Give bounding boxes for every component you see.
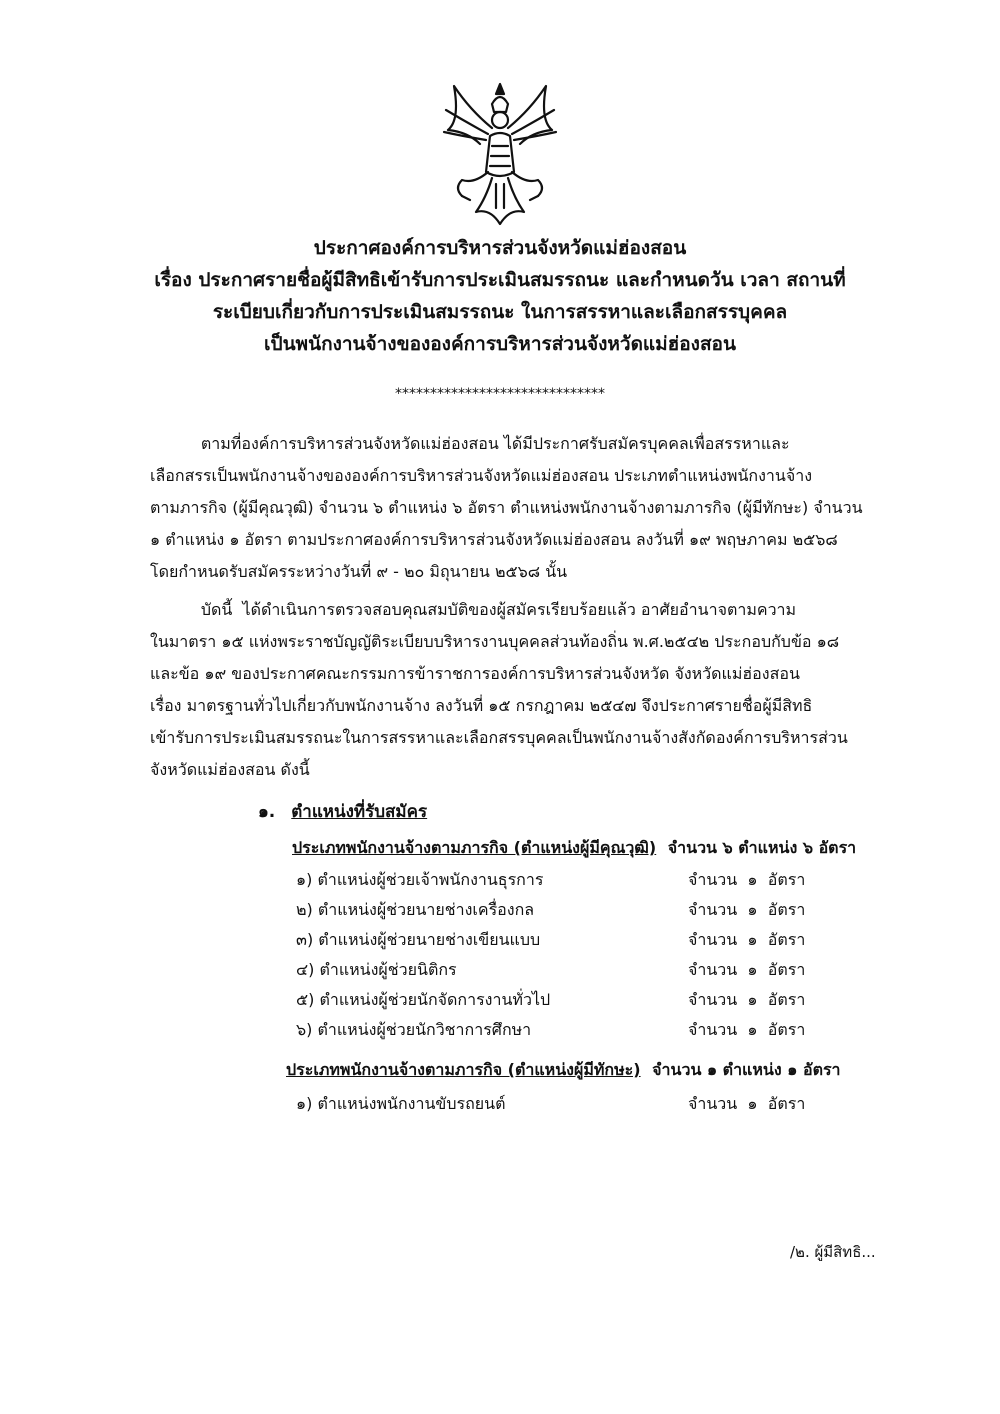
list-item bbox=[296, 958, 916, 988]
title-line: ระเบียบเกี่ยวกับการประเมินสมรรถนะ ในการสรรหาและเลือกสรรบุคคล bbox=[212, 301, 788, 323]
position-name: ๓) ตำแหน่งผู้ช่วยนายช่างเขียนแบบ bbox=[296, 930, 541, 949]
position-count: จำนวน ๑ อัตรา bbox=[688, 1094, 806, 1113]
position-count: จำนวน ๑ อัตรา bbox=[688, 900, 806, 919]
paragraph-line: จังหวัดแม่ฮ่องสอน ดังนี้ bbox=[150, 760, 310, 779]
position-name: ๕) ตำแหน่งผู้ช่วยนักจัดการงานทั่วไป bbox=[296, 990, 551, 1009]
page-continuation: /๒. ผู้มีสิทธิ... bbox=[790, 1243, 876, 1261]
paragraph-line: เลือกสรรเป็นพนักงานจ้างขององค์การบริหารส่วนจังหวัดแม่ฮ่องสอน ประเภทตำแหน่งพนักงานจ้าง bbox=[150, 466, 812, 485]
paragraph-line: ในมาตรา ๑๕ แห่งพระราชบัญญัติระเบียบบริหารงานบุคคลส่วนท้องถิ่น พ.ศ.๒๕๔๒ ประกอบกับข้อ ๑๘ bbox=[150, 632, 840, 651]
paragraph-line: บัดนี้ ได้ดำเนินการตรวจสอบคุณสมบัติของผู้สมัครเรียบร้อยแล้ว อาศัยอำนาจตามความ bbox=[150, 600, 797, 619]
position-name: ๑) ตำแหน่งผู้ช่วยเจ้าพนักงานธุรการ bbox=[296, 870, 544, 889]
garuda-emblem-icon bbox=[440, 80, 560, 230]
list-item bbox=[296, 1092, 916, 1122]
paragraph-line: และข้อ ๑๙ ของประกาศคณะกรรมการข้าราชการองค์การบริหารส่วนจังหวัด จังหวัดแม่ฮ่องสอน bbox=[150, 664, 800, 683]
separator: ****************************** bbox=[395, 386, 605, 402]
title-line: เป็นพนักงานจ้างขององค์การบริหารส่วนจังหวัดแม่ฮ่องสอน bbox=[264, 333, 736, 355]
list-item bbox=[296, 1018, 916, 1048]
title-line: ประกาศองค์การบริหารส่วนจังหวัดแม่ฮ่องสอน bbox=[313, 237, 687, 259]
position-count: จำนวน ๑ อัตรา bbox=[688, 1020, 806, 1039]
list-item bbox=[296, 928, 916, 958]
paragraph-line: เรื่อง มาตรฐานทั่วไปเกี่ยวกับพนักงานจ้าง ลงวันที่ ๑๕ กรกฎาคม ๒๕๔๗ จึงประกาศรายชื่อผู้มีสิทธิ bbox=[150, 696, 813, 715]
paragraph-line: โดยกำหนดรับสมัครระหว่างวันที่ ๙ - ๒๐ มิถุนายน ๒๕๖๘ นั้น bbox=[150, 562, 568, 581]
list-item bbox=[296, 988, 916, 1018]
position-name: ๒) ตำแหน่งผู้ช่วยนายช่างเครื่องกล bbox=[296, 900, 535, 919]
paragraph-line: ตามภารกิจ (ผู้มีคุณวุฒิ) จำนวน ๖ ตำแหน่ง ๖ อัตรา ตำแหน่งพนักงานจ้างตามภารกิจ (ผู้มีทักษะ) จำนวน bbox=[150, 498, 863, 517]
position-name: ๔) ตำแหน่งผู้ช่วยนิติกร bbox=[296, 960, 457, 979]
position-name: ๑) ตำแหน่งพนักงานขับรถยนต์ bbox=[296, 1094, 506, 1113]
position-name: ๖) ตำแหน่งผู้ช่วยนักวิชาการศึกษา bbox=[296, 1020, 532, 1039]
paragraph-line: ๑ ตำแหน่ง ๑ อัตรา ตามประกาศองค์การบริหารส่วนจังหวัดแม่ฮ่องสอน ลงวันที่ ๑๙ พฤษภาคม ๒๕๖๘ bbox=[150, 530, 838, 549]
paragraph-1 bbox=[150, 428, 920, 588]
category-heading-skilled bbox=[286, 1058, 841, 1083]
category-title: ประเภทพนักงานจ้างตามภารกิจ (ตำแหน่งผู้มีทักษะ) bbox=[286, 1060, 641, 1079]
section-number: ๑. bbox=[258, 802, 276, 822]
position-count: จำนวน ๑ อัตรา bbox=[688, 960, 806, 979]
category-summary: จำนวน ๖ ตำแหน่ง ๖ อัตรา bbox=[667, 838, 857, 857]
title-line: เรื่อง ประกาศรายชื่อผู้มีสิทธิเข้ารับการประเมินสมรรถนะ และกำหนดวัน เวลา สถานที่ bbox=[154, 269, 846, 291]
paragraph-line: ตามที่องค์การบริหารส่วนจังหวัดแม่ฮ่องสอน ได้มีประกาศรับสมัครบุคคลเพื่อสรรหาและ bbox=[150, 434, 790, 453]
category-heading-qualified bbox=[292, 836, 856, 861]
list-item bbox=[296, 898, 916, 928]
paragraph-line: เข้ารับการประเมินสมรรถนะในการสรรหาและเลือกสรรบุคคลเป็นพนักงานจ้างสังกัดองค์การบริหารส่วน bbox=[150, 728, 848, 747]
position-count: จำนวน ๑ อัตรา bbox=[688, 930, 806, 949]
list-item bbox=[296, 868, 916, 898]
section-title: ตำแหน่งที่รับสมัคร bbox=[291, 802, 428, 822]
position-count: จำนวน ๑ อัตรา bbox=[688, 870, 806, 889]
paragraph-2 bbox=[150, 594, 920, 786]
category-summary: จำนวน ๑ ตำแหน่ง ๑ อัตรา bbox=[652, 1060, 841, 1079]
position-count: จำนวน ๑ อัตรา bbox=[688, 990, 806, 1009]
announcement-title bbox=[0, 232, 1000, 360]
category-title: ประเภทพนักงานจ้างตามภารกิจ (ตำแหน่งผู้มีคุณวุฒิ) bbox=[292, 838, 657, 857]
section-heading bbox=[258, 798, 427, 825]
